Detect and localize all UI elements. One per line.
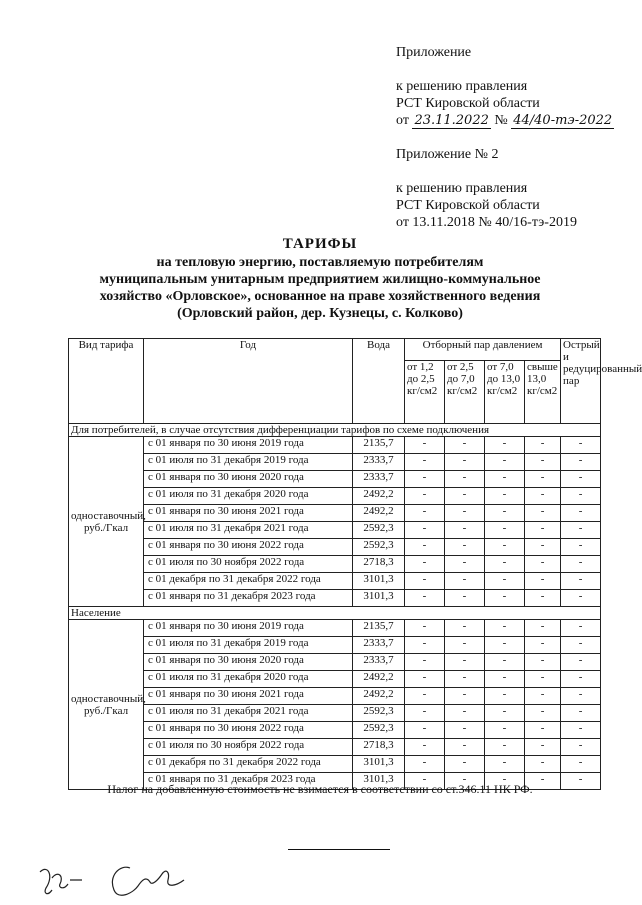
steam-value: - — [485, 522, 525, 539]
water-value: 3101,3 — [353, 573, 405, 590]
table-row — [69, 556, 601, 573]
water-value: 2333,7 — [353, 637, 405, 654]
steam-value: - — [485, 488, 525, 505]
steam-value: - — [405, 620, 445, 637]
period-cell: с 01 января по 30 июня 2020 года — [144, 471, 353, 488]
header-decision-2: к решению правления — [396, 181, 528, 196]
water-value: 2492,2 — [353, 505, 405, 522]
period-cell: с 01 декабря по 31 декабря 2022 года — [144, 573, 353, 590]
steam-value: - — [525, 620, 561, 637]
steam-value: - — [405, 488, 445, 505]
header-authority-2: РСТ Кировской области — [396, 198, 540, 213]
header-date-line: от 23.11.2022 № 44/40-тэ-2022 — [396, 113, 613, 128]
steam-value: - — [405, 688, 445, 705]
steam-value: - — [405, 773, 445, 790]
steam-value: - — [561, 437, 601, 454]
handwritten-number: 44/40-тэ-2022 — [513, 113, 613, 128]
steam-value: - — [561, 573, 601, 590]
steam-value: - — [405, 739, 445, 756]
table-row — [69, 654, 601, 671]
header-appendix: Приложение — [396, 45, 472, 60]
steam-value: - — [445, 620, 485, 637]
steam-value: - — [525, 590, 561, 607]
steam-value: - — [405, 590, 445, 607]
steam-value: - — [485, 539, 525, 556]
water-value: 2135,7 — [353, 620, 405, 637]
steam-value: - — [405, 522, 445, 539]
steam-value: - — [405, 756, 445, 773]
table-row — [69, 756, 601, 773]
steam-value: - — [525, 471, 561, 488]
water-value: 3101,3 — [353, 773, 405, 790]
steam-value: - — [561, 688, 601, 705]
steam-value: - — [561, 488, 601, 505]
table-row — [69, 590, 601, 607]
steam-value: - — [405, 539, 445, 556]
steam-value: - — [445, 573, 485, 590]
title-line-3: хозяйство «Орловское», основанное на праве хозяйственного ведения — [99, 289, 541, 304]
steam-value: - — [405, 705, 445, 722]
steam-value: - — [525, 454, 561, 471]
steam-value: - — [485, 437, 525, 454]
water-value: 2592,3 — [353, 705, 405, 722]
col-header-pressure-2: от 2,5 до 7,0 кг/см2 — [445, 361, 485, 424]
col-header-sharp-steam: Острый и редуцированный пар — [561, 339, 601, 424]
table-row — [69, 454, 601, 471]
steam-value: - — [445, 505, 485, 522]
steam-value: - — [525, 722, 561, 739]
steam-value: - — [405, 505, 445, 522]
steam-value: - — [561, 654, 601, 671]
steam-value: - — [561, 671, 601, 688]
signature-scribble — [34, 850, 204, 905]
steam-value: - — [485, 573, 525, 590]
col-header-year: Год — [144, 339, 353, 424]
tariff-kind: одноставочный, руб./Гкал — [69, 437, 144, 607]
table-row — [69, 688, 601, 705]
period-cell: с 01 июля по 30 ноября 2022 года — [144, 739, 353, 756]
steam-value: - — [445, 739, 485, 756]
approval-header — [396, 44, 614, 231]
period-cell: с 01 июля по 31 декабря 2020 года — [144, 671, 353, 688]
steam-value: - — [525, 505, 561, 522]
col-header-kind: Вид тарифа — [69, 339, 144, 424]
steam-value: - — [445, 756, 485, 773]
steam-value: - — [445, 688, 485, 705]
period-cell: с 01 января по 30 июня 2021 года — [144, 505, 353, 522]
steam-value: - — [485, 505, 525, 522]
steam-value: - — [525, 488, 561, 505]
water-value: 2492,2 — [353, 488, 405, 505]
steam-value: - — [561, 620, 601, 637]
title-line-4: (Орловский район, дер. Кузнецы, с. Колково) — [177, 306, 463, 321]
table-row — [69, 522, 601, 539]
table-row — [69, 671, 601, 688]
period-cell: с 01 января по 31 декабря 2023 года — [144, 590, 353, 607]
steam-value: - — [485, 654, 525, 671]
steam-value: - — [485, 454, 525, 471]
steam-value: - — [445, 488, 485, 505]
water-value: 2135,7 — [353, 437, 405, 454]
period-cell: с 01 декабря по 31 декабря 2022 года — [144, 756, 353, 773]
steam-value: - — [561, 471, 601, 488]
steam-value: - — [561, 722, 601, 739]
header-authority: РСТ Кировской области — [396, 96, 540, 111]
tariff-kind: одноставочный, руб./Гкал — [69, 620, 144, 790]
water-value: 2333,7 — [353, 471, 405, 488]
section-title: Население — [69, 607, 601, 620]
water-value: 2718,3 — [353, 556, 405, 573]
table-row — [69, 620, 601, 637]
table-row — [69, 637, 601, 654]
steam-value: - — [525, 756, 561, 773]
section-row — [69, 607, 601, 620]
steam-value: - — [445, 705, 485, 722]
steam-value: - — [405, 454, 445, 471]
steam-value: - — [445, 539, 485, 556]
period-cell: с 01 января по 30 июня 2020 года — [144, 654, 353, 671]
steam-value: - — [525, 522, 561, 539]
steam-value: - — [525, 739, 561, 756]
steam-value: - — [445, 454, 485, 471]
steam-value: - — [561, 756, 601, 773]
period-cell: с 01 июля по 31 декабря 2021 года — [144, 522, 353, 539]
steam-value: - — [445, 556, 485, 573]
title-line-1: на тепловую энергию, поставляемую потребителям — [156, 255, 484, 270]
period-cell: с 01 января по 30 июня 2022 года — [144, 722, 353, 739]
steam-value: - — [445, 522, 485, 539]
steam-value: - — [445, 671, 485, 688]
steam-value: - — [561, 590, 601, 607]
water-value: 3101,3 — [353, 590, 405, 607]
steam-value: - — [525, 637, 561, 654]
steam-value: - — [405, 722, 445, 739]
steam-value: - — [525, 556, 561, 573]
col-header-pressure-1: от 1,2 до 2,5 кг/см2 — [405, 361, 445, 424]
steam-value: - — [445, 437, 485, 454]
section-row — [69, 424, 601, 437]
steam-value: - — [485, 671, 525, 688]
water-value: 2592,3 — [353, 522, 405, 539]
steam-value: - — [485, 756, 525, 773]
period-cell: с 01 июля по 31 декабря 2019 года — [144, 637, 353, 654]
table-row — [69, 488, 601, 505]
steam-value: - — [561, 522, 601, 539]
steam-value: - — [485, 688, 525, 705]
section-title: Для потребителей, в случае отсутствия дифференциации тарифов по схеме подключения — [69, 424, 601, 437]
period-cell: с 01 июля по 31 декабря 2021 года — [144, 705, 353, 722]
steam-value: - — [561, 454, 601, 471]
water-value: 2492,2 — [353, 671, 405, 688]
steam-value: - — [405, 654, 445, 671]
steam-value: - — [525, 688, 561, 705]
steam-value: - — [485, 556, 525, 573]
steam-value: - — [525, 437, 561, 454]
table-row — [69, 722, 601, 739]
table-row — [69, 471, 601, 488]
steam-value: - — [525, 705, 561, 722]
steam-value: - — [561, 705, 601, 722]
steam-value: - — [445, 637, 485, 654]
steam-value: - — [525, 773, 561, 790]
steam-value: - — [405, 573, 445, 590]
col-header-water: Вода — [353, 339, 405, 424]
water-value: 2592,3 — [353, 539, 405, 556]
water-value: 2592,3 — [353, 722, 405, 739]
period-cell: с 01 июля по 31 декабря 2019 года — [144, 454, 353, 471]
header-appendix-2: Приложение № 2 — [396, 147, 499, 162]
table-row — [69, 739, 601, 756]
col-header-pressure-3: от 7,0 до 13,0 кг/см2 — [485, 361, 525, 424]
steam-value: - — [485, 471, 525, 488]
water-value: 2492,2 — [353, 688, 405, 705]
steam-value: - — [485, 722, 525, 739]
steam-value: - — [445, 773, 485, 790]
steam-value: - — [405, 471, 445, 488]
steam-value: - — [485, 773, 525, 790]
steam-value: - — [525, 539, 561, 556]
period-cell: с 01 января по 30 июня 2019 года — [144, 620, 353, 637]
water-value: 2333,7 — [353, 654, 405, 671]
title-main: ТАРИФЫ — [282, 236, 358, 252]
steam-value: - — [485, 620, 525, 637]
steam-value: - — [561, 739, 601, 756]
period-cell: с 01 января по 30 июня 2021 года — [144, 688, 353, 705]
water-value: 3101,3 — [353, 756, 405, 773]
header-decision: к решению правления — [396, 79, 528, 94]
steam-value: - — [561, 539, 601, 556]
title-line-2: муниципальным унитарным предприятием жилищно-коммунальное — [99, 272, 541, 287]
col-header-steam: Отборный пар давлением — [405, 339, 561, 361]
steam-value: - — [405, 556, 445, 573]
tariff-table — [68, 338, 642, 790]
table-row — [69, 573, 601, 590]
header-date-line-2: от 13.11.2018 № 40/16-тэ-2019 — [396, 215, 577, 230]
steam-value: - — [561, 505, 601, 522]
steam-value: - — [405, 671, 445, 688]
steam-value: - — [485, 739, 525, 756]
steam-value: - — [561, 773, 601, 790]
steam-value: - — [525, 654, 561, 671]
signature-line — [288, 849, 390, 850]
steam-value: - — [445, 471, 485, 488]
steam-value: - — [485, 705, 525, 722]
period-cell: с 01 января по 30 июня 2022 года — [144, 539, 353, 556]
period-cell: с 01 июля по 31 декабря 2020 года — [144, 488, 353, 505]
handwritten-date: 23.11.2022 — [414, 113, 489, 128]
table-row — [69, 437, 601, 454]
steam-value: - — [405, 437, 445, 454]
steam-value: - — [561, 637, 601, 654]
steam-value: - — [445, 590, 485, 607]
period-cell: с 01 января по 31 декабря 2023 года — [144, 773, 353, 790]
water-value: 2718,3 — [353, 739, 405, 756]
steam-value: - — [561, 556, 601, 573]
steam-value: - — [445, 722, 485, 739]
table-row — [69, 539, 601, 556]
steam-value: - — [525, 573, 561, 590]
period-cell: с 01 июля по 30 ноября 2022 года — [144, 556, 353, 573]
steam-value: - — [525, 671, 561, 688]
water-value: 2333,7 — [353, 454, 405, 471]
document-title — [0, 236, 640, 322]
period-cell: с 01 января по 30 июня 2019 года — [144, 437, 353, 454]
col-header-pressure-4: свыше 13,0 кг/см2 — [525, 361, 561, 424]
steam-value: - — [485, 637, 525, 654]
steam-value: - — [485, 590, 525, 607]
table-row — [69, 705, 601, 722]
steam-value: - — [405, 637, 445, 654]
table-row — [69, 505, 601, 522]
steam-value: - — [445, 654, 485, 671]
vat-footnote: Налог на добавленную стоимость не взимается в соответствии со ст.346.11 НК РФ. — [107, 782, 533, 796]
